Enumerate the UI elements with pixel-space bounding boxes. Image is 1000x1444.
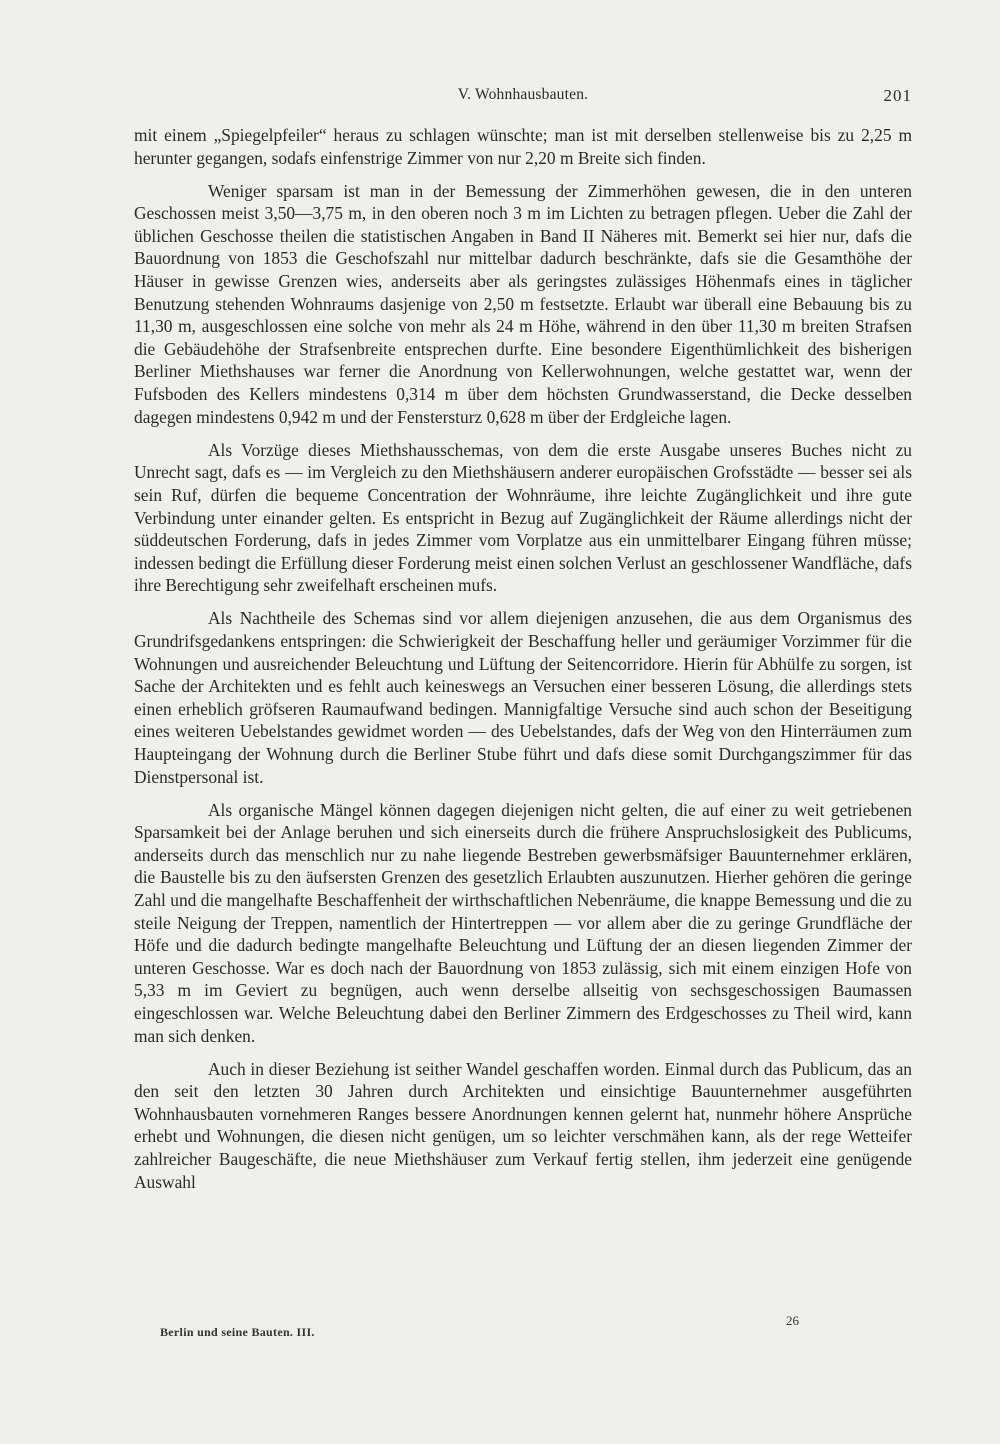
page-number: 201: [883, 86, 912, 105]
chapter-title: V. Wohnhausbauten.: [457, 86, 589, 103]
running-head: [134, 86, 912, 110]
paragraph-wandel: Auch in dieser Beziehung ist seither Wandel geschaffen worden. Einmal durch das Publicum, das an den seit den letzten 30 Jahren durch Architekten und einsichtige Bauunternehmer ausgeführten Wohnhausbauten vornehmeren Ranges bessere Anordnungen kennen gelernt hat, nunmehr höhere Ansprüche erhebt und Wohnungen, die diesen nicht genügen, um so leichter verschmähen kann, als der rege Wetteifer zahlreicher Baugeschäfte, die neue Miethshäuser zum Verkauf fertig stellen, ihm jederzeit eine genügende Auswahl: [134, 1058, 912, 1192]
paragraph-continuation: mit einem „Spiegelpfeiler“ heraus zu schlagen wünschte; man ist mit derselben stellenweise bis zu 2,25 m herunter gegangen, sodafs einfenstrige Zimmer von nur 2,20 m Breite sich finden.: [134, 125, 912, 168]
paragraph-nachtheile: Als Nachtheile des Schemas sind vor allem diejenigen anzusehen, die aus dem Organismus des Grundrifsgedankens entspringen: die Schwierigkeit der Beschaffung heller und geräumiger Vorzimmer für die Wohnungen und ausreichender Beleuchtung und Lüftung der Seitencorridore. Hierin für Abhülfe zu sorgen, ist Sache der Architekten und es fehlt auch keineswegs an Versuchen einer besseren Lösung, die allerdings stets einen erheblich gröfseren Raumaufwand bedingen. Mannigfaltige Versuche sind auch schon der Beseitigung eines weiteren Uebelstandes gewidmet worden — des Uebelstandes, dafs der Weg von den Hinterräumen zum Haupteingang der Wohnung durch die Berliner Stube führt und dafs diese somit Durchgangszimmer für das Dienstpersonal ist.: [134, 608, 912, 787]
signature-mark: 26: [786, 1313, 799, 1328]
footer-book-title: Berlin und seine Bauten. III.: [160, 1325, 315, 1339]
body-text: [134, 124, 912, 1204]
paragraph-zimmerhoehen: Weniger sparsam ist man in der Bemessung der Zimmerhöhen gewesen, die in den unteren Geschossen meist 3,50—3,75 m, in den oberen noch 3 m im Lichten zu betragen pflegen. Ueber die Zahl der üblichen Geschosse theilen die statistischen Angaben in Band II Näheres mit. Bemerkt sei hier nur, dafs die Bauordnung von 1853 die Geschofszahl nur mittelbar dadurch beschränkte, dafs sie die Gesamthöhe der Häuser in gewisse Grenzen wies, anderseits aber als geringstes zulässiges Höhenmafs eines in täglicher Benutzung stehenden Wohnraums dasjenige von 2,50 m festsetzte. Erlaubt war überall eine Bebauung bis zu 11,30 m, ausgeschlossen eine solche von mehr als 24 m Höhe, während in den über 11,30 m breiten Strafsen die Gebäudehöhe der Strafsenbreite entsprechen durfte. Eine besondere Eigenthümlichkeit des bisherigen Berliner Miethshauses war ferner die Anordnung von Kellerwohnungen, welche gestattet war, wenn der Fufsboden des Kellers mindestens 0,314 m über dem höchsten Grundwasserstand, die Decke desselben dagegen mindestens 0,942 m und der Fenstersturz 0,628 m über der Erdgleiche lagen.: [134, 180, 912, 427]
paragraph-vorzuege: Als Vorzüge dieses Miethshausschemas, von dem die erste Ausgabe unseres Buches nicht zu Unrecht sagt, dafs es — im Vergleich zu den Miethshäusern anderer europäischen Grofsstädte — besser sei als sein Ruf, dürfen die bequeme Concentration der Wohnräume, ihre leichte Zugänglichkeit und ihre gute Verbindung unter einander gelten. Es entspricht in Bezug auf Zugänglichkeit der Räume allerdings nicht der süddeutschen Forderung, dafs in jedes Zimmer vom Vorplatze aus ein unmittelbarer Eingang führen müsse; indessen bedingt die Erfüllung dieser Forderung meist einen solchen Verlust an geschlossener Wandfläche, dafs ihre Berechtigung sehr zweifelhaft erscheinen mufs.: [134, 439, 912, 596]
paragraph-organische-maengel: Als organische Mängel können dagegen diejenigen nicht gelten, die auf einer zu weit getriebenen Sparsamkeit bei der Anlage beruhen und sich einerseits durch die frühere Anspruchslosigkeit des Publicums, anderseits durch das menschlich nur zu nahe liegende Bestreben gewerbsmäfsiger Bauunternehmer erklären, die Baustelle bis zu den äufsersten Grenzen des gesetzlich Erlaubten auszunutzen. Hierher gehören die geringe Zahl und die mangelhafte Beschaffenheit der wirthschaftlichen Nebenräume, die knappe Bemessung und die zu steile Neigung der Treppen, namentlich der Hintertreppen — vor allem aber die zu geringe Grundfläche der Höfe und die dadurch bedingte mangelhafte Beleuchtung und Lüftung der an diesen liegenden Zimmer der unteren Geschosse. War es doch nach der Bauordnung von 1853 zulässig, sich mit einem einzigen Hofe von 5,33 m im Geviert zu begnügen, auch wenn derselbe allseitig von sechsgeschossigen Baumassen eingeschlossen war. Welche Beleuchtung dabei den Berliner Zimmern des Erdgeschosses zu Theil wird, kann man sich denken.: [134, 799, 912, 1046]
